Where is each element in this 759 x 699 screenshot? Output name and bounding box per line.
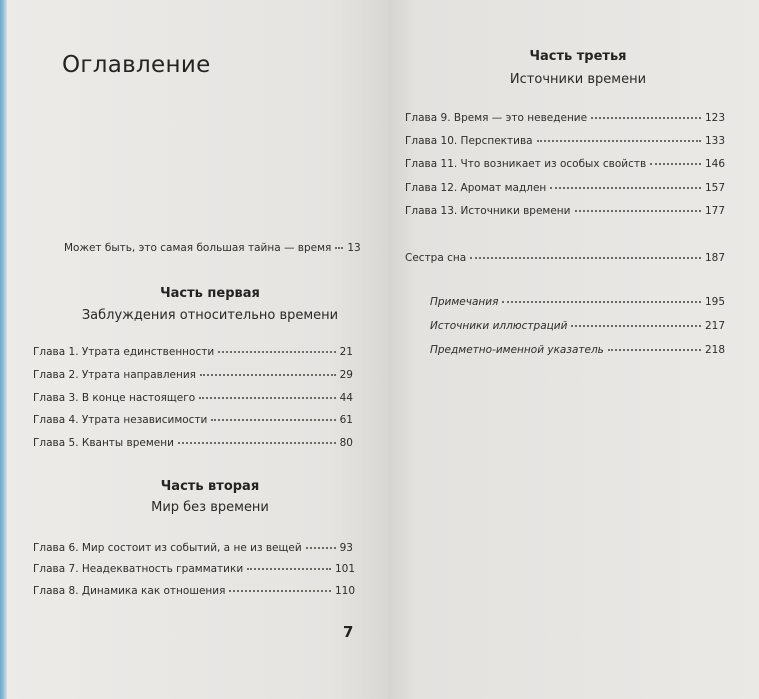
part1-title: Часть первая [160, 286, 260, 301]
entry-label: Глава 10. Перспектива [405, 135, 533, 147]
entry-page: 21 [339, 346, 353, 358]
leader-dots [229, 590, 331, 592]
toc-entry-ch1 [33, 346, 353, 358]
entry-page: 13 [347, 242, 361, 254]
entry-page: 146 [704, 158, 725, 170]
toc-entry-ch10 [405, 135, 725, 147]
leader-dots [178, 442, 336, 444]
toc-entry-ch11 [405, 158, 725, 170]
entry-label: Предметно-именной указатель [430, 344, 604, 356]
toc-title: Оглавление [62, 52, 211, 78]
entry-label: Глава 3. В конце настоящего [33, 392, 196, 404]
part3-subtitle: Источники времени [509, 72, 647, 87]
entry-label: Источники иллюстраций [430, 320, 568, 332]
entry-page: 44 [339, 392, 353, 404]
toc-entry-index [430, 344, 725, 356]
entry-page: 177 [704, 205, 725, 217]
entry-page: 187 [704, 252, 725, 264]
entry-label: Может быть, это самая большая тайна — время [64, 242, 332, 254]
entry-label: Глава 8. Динамика как отношения [33, 585, 226, 597]
toc-entry-ch13 [405, 205, 725, 217]
entry-label: Глава 11. Что возникает из особых свойств [405, 158, 647, 170]
leader-dots [470, 257, 701, 259]
entry-page: 110 [334, 585, 355, 597]
leader-dots [650, 163, 701, 165]
entry-label: Глава 6. Мир состоит из событий, а не из вещей [33, 542, 302, 554]
leader-dots [306, 547, 336, 549]
entry-label: Глава 2. Утрата направления [33, 369, 196, 381]
entry-page: 93 [339, 542, 353, 554]
entry-page: 157 [704, 182, 725, 194]
leader-dots [218, 351, 335, 353]
toc-entry-ch7 [33, 563, 355, 575]
toc-entry-ch6 [33, 542, 353, 554]
toc-entry-ch12 [405, 182, 725, 194]
leader-dots [537, 140, 701, 142]
entry-label: Глава 4. Утрата независимости [33, 414, 208, 426]
toc-entry-sister [405, 252, 725, 264]
toc-entry-ch4 [33, 414, 353, 426]
entry-page: 218 [704, 344, 725, 356]
toc-entry-ch3 [33, 392, 353, 404]
entry-page: 101 [334, 563, 355, 575]
leader-dots [211, 419, 335, 421]
entry-page: 61 [339, 414, 353, 426]
entry-page: 195 [704, 296, 725, 308]
entry-label: Примечания [430, 296, 499, 308]
entry-label: Глава 1. Утрата единственности [33, 346, 215, 358]
entry-label: Глава 13. Источники времени [405, 205, 571, 217]
leader-dots [199, 397, 335, 399]
leader-dots [502, 301, 701, 303]
entry-page: 80 [339, 437, 353, 449]
entry-page: 217 [704, 320, 725, 332]
toc-entry-notes [430, 296, 725, 308]
part2-subtitle: Мир без времени [151, 500, 269, 515]
leader-dots [247, 568, 331, 570]
right-page [388, 0, 759, 699]
leader-dots [591, 117, 701, 119]
toc-entry-intro [64, 242, 361, 254]
leader-dots [575, 210, 701, 212]
part2-title: Часть вторая [160, 479, 260, 494]
entry-page: 123 [704, 112, 725, 124]
entry-page: 133 [704, 135, 725, 147]
toc-entry-illustrations [430, 320, 725, 332]
entry-page: 29 [339, 369, 353, 381]
leader-dots [550, 187, 701, 189]
part1-subtitle: Заблуждения относительно времени [81, 308, 339, 323]
page-number: 7 [343, 623, 354, 641]
leader-dots [335, 247, 343, 249]
toc-entry-ch2 [33, 369, 353, 381]
toc-entry-ch8 [33, 585, 355, 597]
entry-label: Сестра сна [405, 252, 467, 264]
entry-label: Глава 5. Кванты времени [33, 437, 174, 449]
toc-entry-ch5 [33, 437, 353, 449]
leader-dots [571, 325, 701, 327]
entry-label: Глава 12. Аромат мадлен [405, 182, 547, 194]
toc-entry-ch9 [405, 112, 725, 124]
part3-title: Часть третья [529, 49, 627, 64]
entry-label: Глава 7. Неадекватность грамматики [33, 563, 244, 575]
leader-dots [200, 374, 336, 376]
page-edge [0, 0, 7, 699]
entry-label: Глава 9. Время — это неведение [405, 112, 588, 124]
leader-dots [608, 349, 701, 351]
